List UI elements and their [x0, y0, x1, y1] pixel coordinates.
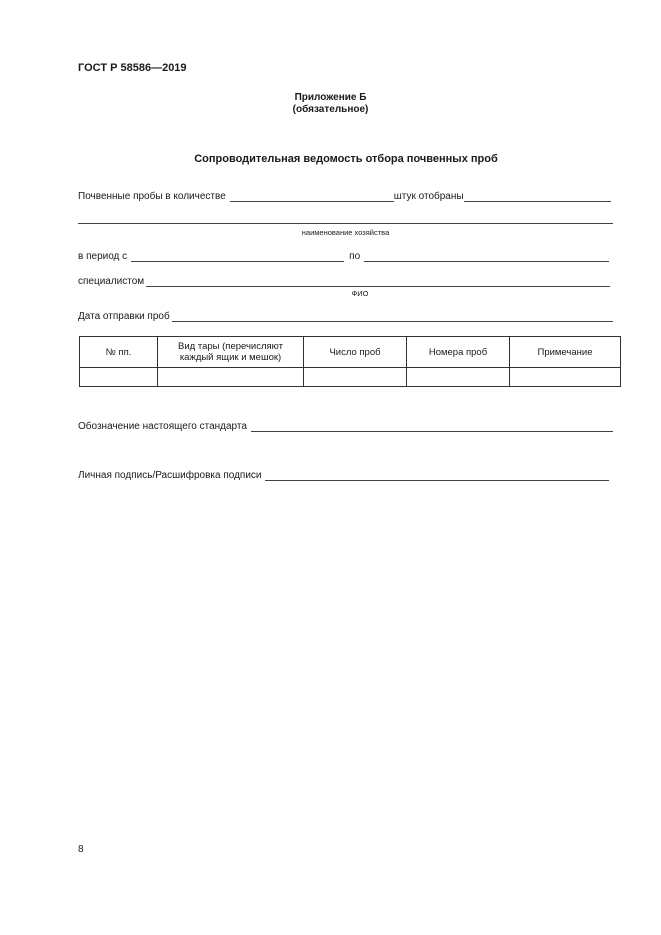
standard-field[interactable] — [251, 421, 613, 432]
period-from-label: в период с — [78, 251, 128, 262]
period-from-field[interactable] — [131, 251, 344, 262]
table-cell[interactable] — [407, 368, 510, 387]
table-header-cell: Число проб — [304, 337, 407, 368]
specialist-label: специалистом — [78, 276, 145, 287]
signature-row — [78, 467, 609, 481]
send-date-field[interactable] — [172, 311, 613, 322]
document-title: Сопроводительная ведомость отбора почвенных проб — [194, 153, 498, 165]
table-header-cell: № пп. — [80, 337, 158, 368]
page-number: 8 — [78, 844, 84, 855]
samples-count-field[interactable] — [230, 191, 394, 202]
period-to-field[interactable] — [364, 251, 609, 262]
period-row — [78, 248, 609, 262]
signature-label: Личная подпись/Расшифровка подписи — [78, 470, 262, 481]
table-header-row — [80, 337, 621, 368]
table-cell[interactable] — [80, 368, 158, 387]
fio-caption: ФИО — [351, 289, 369, 298]
samples-table — [79, 336, 621, 387]
annex-heading — [0, 92, 661, 116]
table-cell[interactable] — [510, 368, 621, 387]
samples-label: Почвенные пробы в количестве — [78, 191, 226, 202]
table-row — [80, 368, 621, 387]
annex-title: Приложение Б — [294, 92, 367, 103]
table-header-cell: Примечание — [510, 337, 621, 368]
send-date-row — [78, 308, 613, 322]
specialist-row — [78, 273, 610, 287]
signature-field[interactable] — [265, 470, 609, 481]
farm-name-caption: наименование хозяйства — [301, 228, 390, 237]
send-date-label: Дата отправки проб — [78, 311, 170, 322]
annex-status: (обязательное) — [292, 104, 369, 115]
table-cell[interactable] — [304, 368, 407, 387]
standard-row — [78, 418, 613, 432]
samples-date-field[interactable] — [464, 191, 611, 202]
specialist-field[interactable] — [146, 276, 610, 287]
farm-name-field[interactable] — [78, 223, 613, 224]
standard-code: ГОСТ Р 58586—2019 — [78, 62, 187, 74]
samples-row — [78, 188, 611, 202]
standard-label: Обозначение настоящего стандарта — [78, 421, 247, 432]
samples-suffix: штук отобраны — [393, 191, 464, 202]
table-cell[interactable] — [158, 368, 304, 387]
table-header-cell: Номера проб — [407, 337, 510, 368]
table-header-cell: Вид тары (перечисляют каждый ящик и мешок) — [158, 337, 304, 368]
period-to-label: по — [349, 251, 361, 262]
